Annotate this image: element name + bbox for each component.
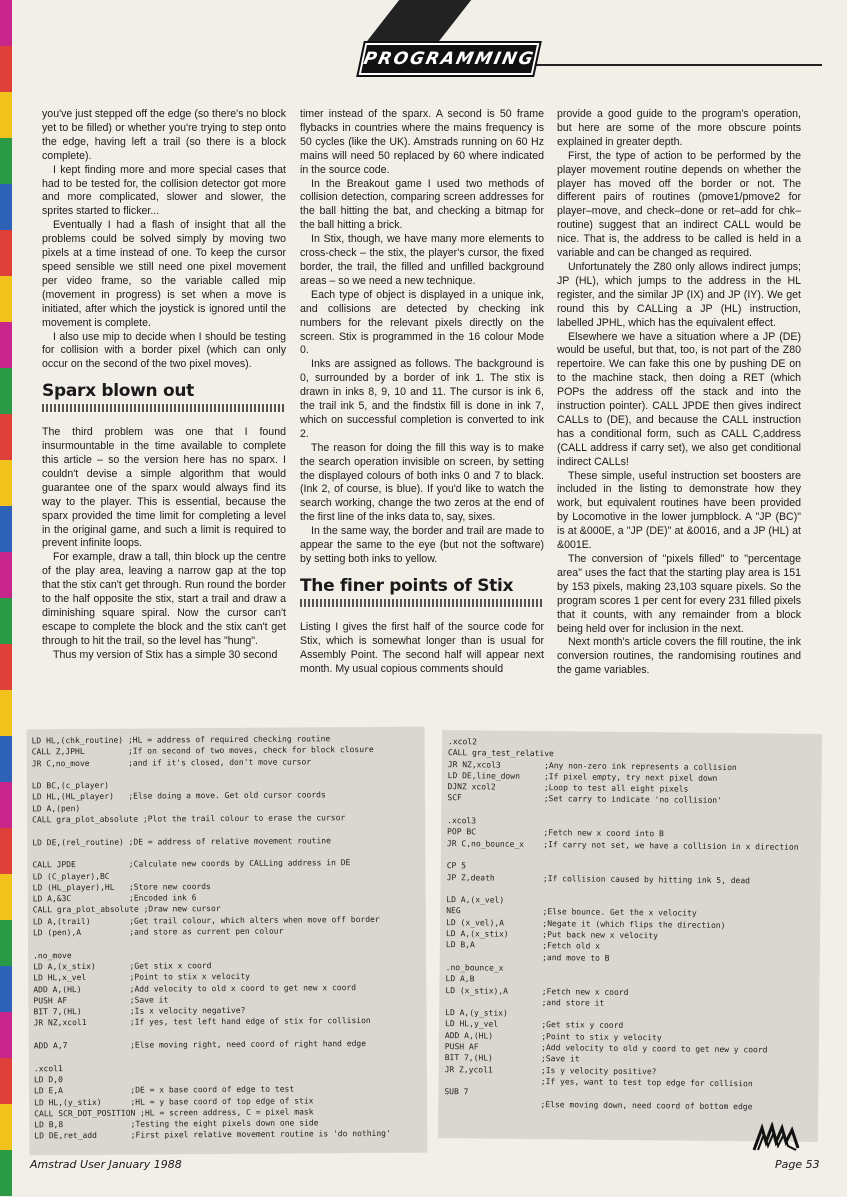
code-line: ;If yes, want to test top edge for collision [444,1075,753,1089]
code-line: LD A,(y_stix) [445,1008,508,1018]
paragraph: First, the type of action to be performed by the player movement routine depends on whether the player has moved off the border or not. The different pairs of routines (pmove1/pmove2 for player–move, and check–done or ret–add for chk–routine) suggest that an indirect CALL would be nice. That is, the address to be called is held in a variable and can be changed as required. [557,149,801,260]
code-line: LD HL,(chk_routine) ;HL = address of required checking routine [31,734,331,746]
code-line: .xcol3 [447,816,477,826]
paragraph: In the Breakout game I used two methods of collision detection, comparing screen addresses for the ball hitting the bat, and checking a bitmap for the ball hitting a brick. [300,177,544,232]
strip-segment [0,322,12,368]
code-line: JR NZ,xcol1 ;If yes, test left hand edge of stix for collision [33,1016,371,1028]
footer-page-number: Page 53 [775,1158,820,1171]
code-listing-right [438,730,822,1142]
code-line: CALL Z,JPHL ;If on second of two moves, check for block closure [31,745,374,757]
code-line: LD HL,x_vel ;Point to stix x velocity [33,972,251,983]
strip-segment [0,276,12,322]
strip-segment [0,138,12,184]
code-line: LD D,0 [33,1075,63,1085]
paragraph: In the same way, the border and trail are made to appear the same to the eye (but not the software) by setting both inks to yellow. [300,525,544,565]
paragraph: you've just stepped off the edge (so there's no block yet to be filled) or whether you're trying to step onto the edge, having left a trail (so there is a block complete). [42,108,286,162]
code-line: LD (HL_player),HL ;Store new coords [32,881,211,893]
paragraph: Eventually I had a flash of insight that all the problems could be solved simply by moving two pixels at a time instead of one. To keep the cursor speed sensible we still need one pixel movement per video frame, so the variable called mip (movement in progress) is set when a move is initiated, after which the joystick is ignored until the movement is complete. [42,219,286,329]
paragraph: Elsewhere we have a situation where a JP (DE) would be useful, but that, too, is not part of the Z80 repertoire. We can fake this one by pushing DE on to the machine stack, then doing a RET (which POPs the address off the stack and into the instruction pointer). CALL JPDE then gives indirect CALLs to (DE), and because the CALL instruction has a conditional form, such as CALL C,address (CALL address if carry set), we also get conditional indirect CALLs! [557,330,801,468]
code-line: ADD A,(HL) ;Point to stix y velocity [444,1030,662,1043]
strip-segment [0,966,12,1012]
code-line: LD A,&3C ;Encoded ink 6 [32,893,197,904]
paragraph: The third problem was one that I found insurmountable in the time available to complete this article – so the version here has no sparx. I couldn't devise a simple algorithm that would guarantee one of the sparx would always find its way to the player. This is essential, because the sparx provided the time limit for completing a level in the original game, and such a limit is required to prevent infinite loops. [42,426,286,550]
code-line: BIT 7,(HL) ;Save it [444,1053,580,1064]
colour-edge-strip [0,0,12,1197]
paragraph: Listing I gives the first half of the source code for Stix, which is somewhat longer than is usual for Assembly Point. The second half will appear next month. My usual copious comments should [300,620,544,675]
code-line: .xcol1 [33,1063,63,1073]
strip-segment [0,552,12,598]
code-line: CP 5 [446,861,467,871]
code-line: POP BC ;Fetch new x coord into B [447,827,664,839]
paragraph: Thus my version of Stix has a simple 30 second [53,648,278,661]
paragraph: Unfortunately the Z80 only allows indirect jumps; JP (HL), which jumps to the address in the HL register, and the similar JP (IX) and JP (IY). We get round this by CALLing a JP (HL) instruction, labelled JPHL, which has the equivalent effect. [557,260,801,329]
amstrad-user-logo-icon [752,1122,800,1152]
section-heading: Sparx blown out [42,381,194,402]
section-heading: The finer points of Stix [300,575,514,596]
code-line: LD A,B [445,974,475,984]
paragraph: The conversion of "pixels filled" to "percentage area" uses the fact that the starting play area is 151 by 153 pixels, making 23,103 square pixels. So the program scores 1 per cent for every 231 filled pixels that it counts, with any remainder from a block being held over for inclusion in the next. [557,553,801,635]
code-line: JR NZ,xcol3 ;Any non-zero ink represents a collision [447,759,737,772]
strip-segment [0,736,12,782]
strip-segment [0,598,12,644]
code-line: CALL JPDE ;Calculate new coords by CALLing address in DE [32,858,351,870]
code-line: PUSH AF ;Save it [33,995,169,1006]
strip-segment [0,1058,12,1104]
code-line: LD A,(x_vel) [446,895,505,905]
code-line: LD E,A ;DE = x base coord of edge to test [34,1084,295,1096]
paragraph: Each type of object is displayed in a unique ink, and collisions are detected by checking ink numbers for the relevant pixels directly on the screen. Stix is programmed in the 16 colour Mode 0. [300,288,544,357]
paragraph: I kept finding more and more special cases that had to be tested for, the collision detector got more and more complicated, slower and slower, the sprites started to flicker... [42,163,286,218]
code-line: LD B,A ;Fetch old x [445,940,601,952]
strip-segment [0,1012,12,1058]
strip-segment [0,414,12,460]
code-line: LD DE,(rel_routine) ;DE = address of relative movement routine [32,835,331,848]
column-2 [300,108,544,677]
paragraph: These simple, useful instruction set boosters are included in the listing to demonstrate how they work, but equivalent routines have been provided by Locomotive in the lower jumpblock. A "JP (BC)" is at &000E, a "JP (DE)" at &0016, and a JP (HL) at &001E. [557,469,801,552]
strip-segment [0,230,12,276]
footer-publication: Amstrad User January 1988 [30,1158,182,1171]
code-line: LD A,(trail) ;Get trail colour, which alters when move off border [32,914,380,927]
code-line: LD A,(x_stix) ;Get stix x coord [33,961,212,972]
paragraph: I also use mip to decide when I should be testing for collision with a border pixel (which can only occur on the second of the two pixel moves). [42,330,286,371]
paragraph: For example, draw a tall, thin block up the centre of the play area, leaving a narrow gap at the top that the stix can't get through. Run round the border to the half opposite the stix, start a trail and draw a diminishing square spiral. Now the cursor can't escape to complete the block and the stix can't get through to hit the trail, so the level has "hung". [42,551,286,647]
section-banner: PROGRAMMING [359,43,540,75]
strip-segment [0,874,12,920]
code-line: CALL gra_plot_absolute ;Plot the trail colour to erase the cursor [32,813,346,825]
strip-segment [0,828,12,874]
strip-segment [0,46,12,92]
code-line: LD (x_vel),A ;Negate it (which flips the direction) [446,917,726,930]
code-listing-left [27,727,428,1156]
paragraph: Next month's article covers the fill routine, the ink conversion routines, the randomising routines and the game variables. [557,636,801,677]
code-line: BIT 7,(HL) ;Is x velocity negative? [33,1005,246,1017]
strip-segment [0,0,12,46]
strip-segment [0,690,12,736]
code-line: LD B,8 ;Testing the eight pixels down one side [34,1118,319,1130]
code-line: CALL gra_plot_absolute ;Draw new cursor [32,904,221,915]
code-line: LD DE,line_down ;If pixel empty, try next pixel down [447,770,718,783]
code-line: LD DE,ret_add ;First pixel relative movement routine is 'do nothing' [34,1129,391,1141]
heading-underline [42,404,286,412]
paragraph: timer instead of the sparx. A second is 50 frame flybacks in countries where the mains frequency is 50 cycles (like the UK). Amstrads running on 60 Hz mains will need 50 replaced by 60 where indicated in the source code. [300,108,544,176]
code-line: ;and store it [445,996,605,1008]
code-line: LD A,(x_stix) ;Put back new x velocity [445,929,658,941]
strip-segment [0,506,12,552]
code-line: LD (x_stix),A ;Fetch new x coord [445,985,629,997]
code-line: ADD A,7 ;Else moving right, need coord of right hand edge [33,1039,367,1051]
column-3 [557,108,801,678]
code-line: LD A,(pen) [32,803,81,814]
strip-segment [0,460,12,506]
code-line: SUB 7 [444,1087,469,1097]
code-line: PUSH AF ;Add velocity to old y coord to get new y coord [444,1042,768,1055]
paragraph: In Stix, though, we have many more elements to cross-check – the stix, the player's cursor, the fixed border, the trail, the filled and unfilled background areas – so we need a new technique. [300,233,544,287]
code-line: LD (pen),A ;and store as current pen colour [32,926,284,938]
strip-segment [0,782,12,828]
strip-segment [0,1104,12,1150]
strip-segment [0,184,12,230]
code-line: LD BC,(c_player) [31,781,110,791]
code-line: .no_bounce_x [445,963,504,973]
strip-segment [0,1150,12,1196]
code-line: NEG ;Else bounce. Get the x velocity [446,906,697,919]
code-line: JR C,no_bounce_x ;If carry not set, we have a collision in x direction [446,838,799,852]
strip-segment [0,92,12,138]
code-line: ;Else moving down, need coord of bottom edge [444,1098,753,1111]
code-line: LD (C_player),BC [32,871,110,881]
strip-segment [0,644,12,690]
code-line: JR C,no_move ;and if it's closed, don't move cursor [31,757,312,768]
code-line: SCF ;Set carry to indicate 'no collision' [447,793,723,806]
code-line: JP Z,death ;If collision caused by hitting ink 5, dead [446,872,751,885]
code-line: JR Z,ycol1 ;Is y velocity positive? [444,1064,657,1076]
paragraph: Inks are assigned as follows. The background is 0, surrounded by a border of ink 1. The stix is drawn in inks 8, 9, 10 and 11. The cursor is ink 6, the trail ink 5, and the findstix fill is done in ink 7, which on successful completion is converted to ink 2. [300,358,544,440]
code-line: CALL SCR_DOT_POSITION ;HL = screen address, C = pixel mask [34,1107,314,1119]
header-slash [365,0,471,44]
column-1 [42,108,286,663]
code-line: ADD A,(HL) ;Add velocity to old x coord to get new x coord [33,982,357,994]
code-line: ;and move to B [445,951,610,963]
strip-segment [0,920,12,966]
strip-segment [0,368,12,414]
code-line: .no_move [33,950,72,960]
code-line: CALL gra_test_relative [447,748,554,759]
paragraph: provide a good guide to the program's operation, but here are some of the more obscure points explained in greater depth. [557,108,801,148]
code-line: LD HL,(y_stix) ;HL = y base coord of top edge of stix [34,1095,314,1107]
code-line: .xcol2 [447,737,477,747]
code-line: LD HL,(HL_player) ;Else doing a move. Get old cursor coords [31,790,326,802]
heading-underline [300,599,544,607]
paragraph: The reason for doing the fill this way is to make the search operation invisible on screen, by setting the displayed colours of both inks 0 and 7 to black. (Ink 2, of course, is blue). If you'd like to watch the search working, change the two zeros at the end of the first line of the inks data to, say, sixes. [300,441,544,524]
code-line: LD HL,y_vel ;Get stix y coord [445,1019,624,1031]
code-line: DJNZ xcol2 ;Loop to test all eight pixels [447,782,689,794]
